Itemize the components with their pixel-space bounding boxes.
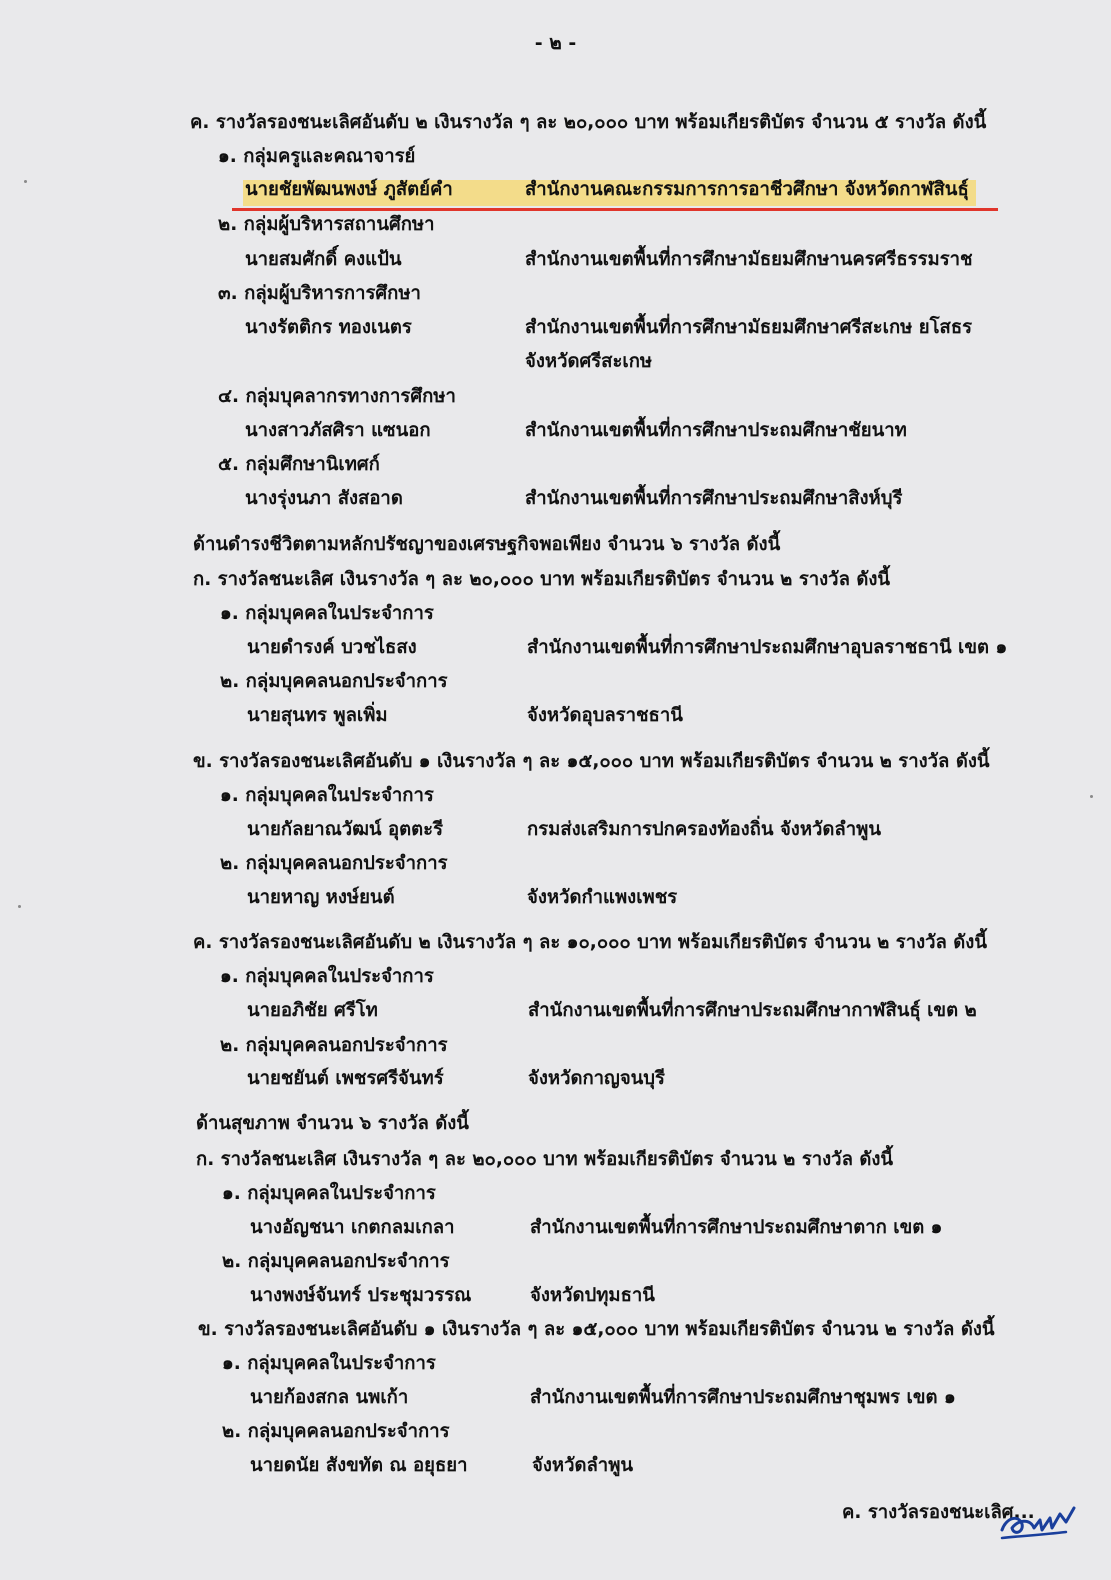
recipient-name: นายหาญ หงษ์ยนต์: [247, 887, 395, 908]
recipient-name: นายชัยพัฒนพงษ์ ภูสัตย์คำ: [245, 179, 453, 200]
text-line: [0, 528, 1111, 562]
line-text: ๑. กลุ่มบุคคลในประจำการ: [220, 785, 434, 806]
entry-row: [0, 1062, 1111, 1096]
text-line: [0, 208, 1111, 242]
entry-row: [0, 414, 1111, 448]
text-line: [0, 597, 1111, 631]
line-text: ๑. กลุ่มบุคคลในประจำการ: [220, 966, 434, 987]
organization: จังหวัดกำแพงเพชร: [527, 887, 678, 908]
entry-row: [0, 881, 1111, 915]
text-line: [0, 1347, 1111, 1381]
line-text: ๒. กลุ่มบุคคลนอกประจำการ: [220, 1035, 448, 1056]
line-text: ๔. กลุ่มบุคลากรทางการศึกษา: [218, 386, 456, 407]
line-text: ด้านดำรงชีวิตตามหลักปรัชญาของเศรษฐกิจพอเพียง จำนวน ๖ รางวัล ดังนี้: [193, 534, 781, 555]
text-line: [0, 960, 1111, 994]
recipient-name: นายชยันต์ เพชรศรีจันทร์: [247, 1068, 444, 1089]
line-text: ค. รางวัลรองชนะเลิศอันดับ ๒ เงินรางวัล ๆ ละ ๑๐,๐๐๐ บาท พร้อมเกียรติบัตร จำนวน ๒ รางวัล ดังนี้: [193, 932, 987, 953]
recipient-name: นายดำรงค์ บวชไธสง: [247, 637, 417, 658]
organization: สำนักงานคณะกรรมการการอาชีวศึกษา จังหวัดกาฬสินธุ์: [525, 179, 969, 200]
text-line: [0, 847, 1111, 881]
organization: จังหวัดปทุมธานี: [530, 1285, 655, 1306]
organization: กรมส่งเสริมการปกครองท้องถิ่น จังหวัดลำพูน: [527, 819, 881, 840]
recipient-name: นายสุนทร พูลเพิ่ม: [247, 705, 388, 726]
organization: สำนักงานเขตพื้นที่การศึกษามัธยมศึกษานครศรีธรรมราช: [525, 249, 973, 270]
entry-row: [0, 243, 1111, 277]
text-line: [0, 665, 1111, 699]
page-number: - ๒ -: [534, 32, 577, 54]
organization: สำนักงานเขตพื้นที่การศึกษาประถมศึกษาชุมพร เขต ๑: [530, 1387, 956, 1408]
line-text: ๒. กลุ่มบุคคลนอกประจำการ: [220, 853, 448, 874]
recipient-name: นายดนัย สังขทัต ณ อยุธยา: [250, 1455, 468, 1476]
text-line: [0, 106, 1111, 140]
entry-row: [0, 1279, 1111, 1313]
text-line: [0, 745, 1111, 779]
recipient-name: นางอัญชนา เกตกลมเกลา: [250, 1217, 455, 1238]
entry-row: [0, 631, 1111, 665]
text-line: [0, 345, 1111, 379]
text-line: [0, 1245, 1111, 1279]
entry-row: [0, 699, 1111, 733]
recipient-name: นายอภิชัย ศรีโท: [247, 1000, 378, 1021]
organization: จังหวัดกาญจนบุรี: [528, 1068, 665, 1089]
text-line: [0, 277, 1111, 311]
entry-row: [0, 1381, 1111, 1415]
entry-row: [0, 311, 1111, 345]
organization: สำนักงานเขตพื้นที่การศึกษาประถมศึกษาสิงห์บุรี: [525, 488, 903, 509]
recipient-name: นางพงษ์จันทร์ ประชุมวรรณ: [250, 1285, 472, 1306]
scan-speck: [24, 180, 27, 183]
text-line: [0, 1415, 1111, 1449]
signature-mark: [996, 1500, 1076, 1544]
entry-row: [0, 1449, 1111, 1483]
organization: สำนักงานเขตพื้นที่การศึกษาประถมศึกษาอุบลราชธานี เขต ๑: [527, 637, 1008, 658]
organization: สำนักงานเขตพื้นที่การศึกษาประถมศึกษาตาก เขต ๑: [530, 1217, 943, 1238]
text-line: [0, 380, 1111, 414]
organization: สำนักงานเขตพื้นที่การศึกษาประถมศึกษากาฬสินธุ์ เขต ๒: [528, 1000, 977, 1021]
footer-continuation: ค. รางวัลรองชนะเลิศ...: [842, 1502, 1035, 1523]
text-line: [0, 448, 1111, 482]
text-line: [0, 926, 1111, 960]
text-line: [0, 1107, 1111, 1141]
organization: จังหวัดอุบลราชธานี: [527, 705, 683, 726]
line-text: ๑. กลุ่มบุคคลในประจำการ: [220, 603, 434, 624]
text-line: [0, 1313, 1111, 1347]
entry-row: [0, 482, 1111, 516]
scan-speck: [1090, 795, 1093, 798]
entry-row: [0, 813, 1111, 847]
line-text: ๑. กลุ่มบุคคลในประจำการ: [222, 1353, 436, 1374]
recipient-name: นางสาวภัสศิรา แซนอก: [245, 420, 431, 441]
line-text: ๑. กลุ่มครูและคณาจารย์: [218, 146, 416, 167]
line-text: ๒. กลุ่มบุคคลนอกประจำการ: [220, 671, 448, 692]
text-line: [0, 1029, 1111, 1063]
organization: สำนักงานเขตพื้นที่การศึกษาประถมศึกษาชัยนาท: [525, 420, 907, 441]
recipient-name: นางรุ่งนภา สังสอาด: [245, 488, 403, 509]
recipient-name: นางรัตติกร ทองเนตร: [245, 317, 412, 338]
recipient-name: นายสมศักดิ์ คงแป้น: [245, 249, 402, 270]
entry-row: [0, 994, 1111, 1028]
line-text: ข. รางวัลรองชนะเลิศอันดับ ๑ เงินรางวัล ๆ ละ ๑๕,๐๐๐ บาท พร้อมเกียรติบัตร จำนวน ๒ รางวัล ดังนี้: [198, 1319, 995, 1340]
line-text: ๒. กลุ่มบุคคลนอกประจำการ: [222, 1251, 450, 1272]
text-line: [0, 779, 1111, 813]
text-line: [0, 563, 1111, 597]
entry-row: [0, 1211, 1111, 1245]
line-text: ก. รางวัลชนะเลิศ เงินรางวัล ๆ ละ ๒๐,๐๐๐ บาท พร้อมเกียรติบัตร จำนวน ๒ รางวัล ดังนี้: [193, 569, 891, 590]
line-text: ๒. กลุ่มผู้บริหารสถานศึกษา: [218, 214, 435, 235]
line-text: ๒. กลุ่มบุคคลนอกประจำการ: [222, 1421, 450, 1442]
line-text: ข. รางวัลรองชนะเลิศอันดับ ๑ เงินรางวัล ๆ ละ ๑๕,๐๐๐ บาท พร้อมเกียรติบัตร จำนวน ๒ รางวัล ดังนี้: [193, 751, 990, 772]
line-text: ด้านสุขภาพ จำนวน ๖ รางวัล ดังนี้: [196, 1113, 469, 1134]
line-text: ก. รางวัลชนะเลิศ เงินรางวัล ๆ ละ ๒๐,๐๐๐ บาท พร้อมเกียรติบัตร จำนวน ๒ รางวัล ดังนี้: [196, 1149, 894, 1170]
text-line: [0, 1143, 1111, 1177]
line-text: ๑. กลุ่มบุคคลในประจำการ: [222, 1183, 436, 1204]
line-text: ๕. กลุ่มศึกษานิเทศก์: [218, 454, 380, 475]
recipient-name: นายกัลยาณวัฒน์ อุตตะรี: [247, 819, 444, 840]
recipient-name: นายก้องสกล นพเก้า: [250, 1387, 409, 1408]
line-text: ๓. กลุ่มผู้บริหารการศึกษา: [218, 283, 421, 304]
scan-speck: [18, 905, 21, 908]
text-line: [0, 1177, 1111, 1211]
line-text: จังหวัดศรีสะเกษ: [525, 351, 653, 372]
text-line: [0, 140, 1111, 174]
entry-row: [0, 173, 1111, 207]
organization: จังหวัดลำพูน: [532, 1455, 634, 1476]
organization: สำนักงานเขตพื้นที่การศึกษามัธยมศึกษาศรีสะเกษ ยโสธร: [525, 317, 973, 338]
line-text: ค. รางวัลรองชนะเลิศอันดับ ๒ เงินรางวัล ๆ ละ ๒๐,๐๐๐ บาท พร้อมเกียรติบัตร จำนวน ๕ รางวัล ดังนี้: [190, 112, 987, 133]
